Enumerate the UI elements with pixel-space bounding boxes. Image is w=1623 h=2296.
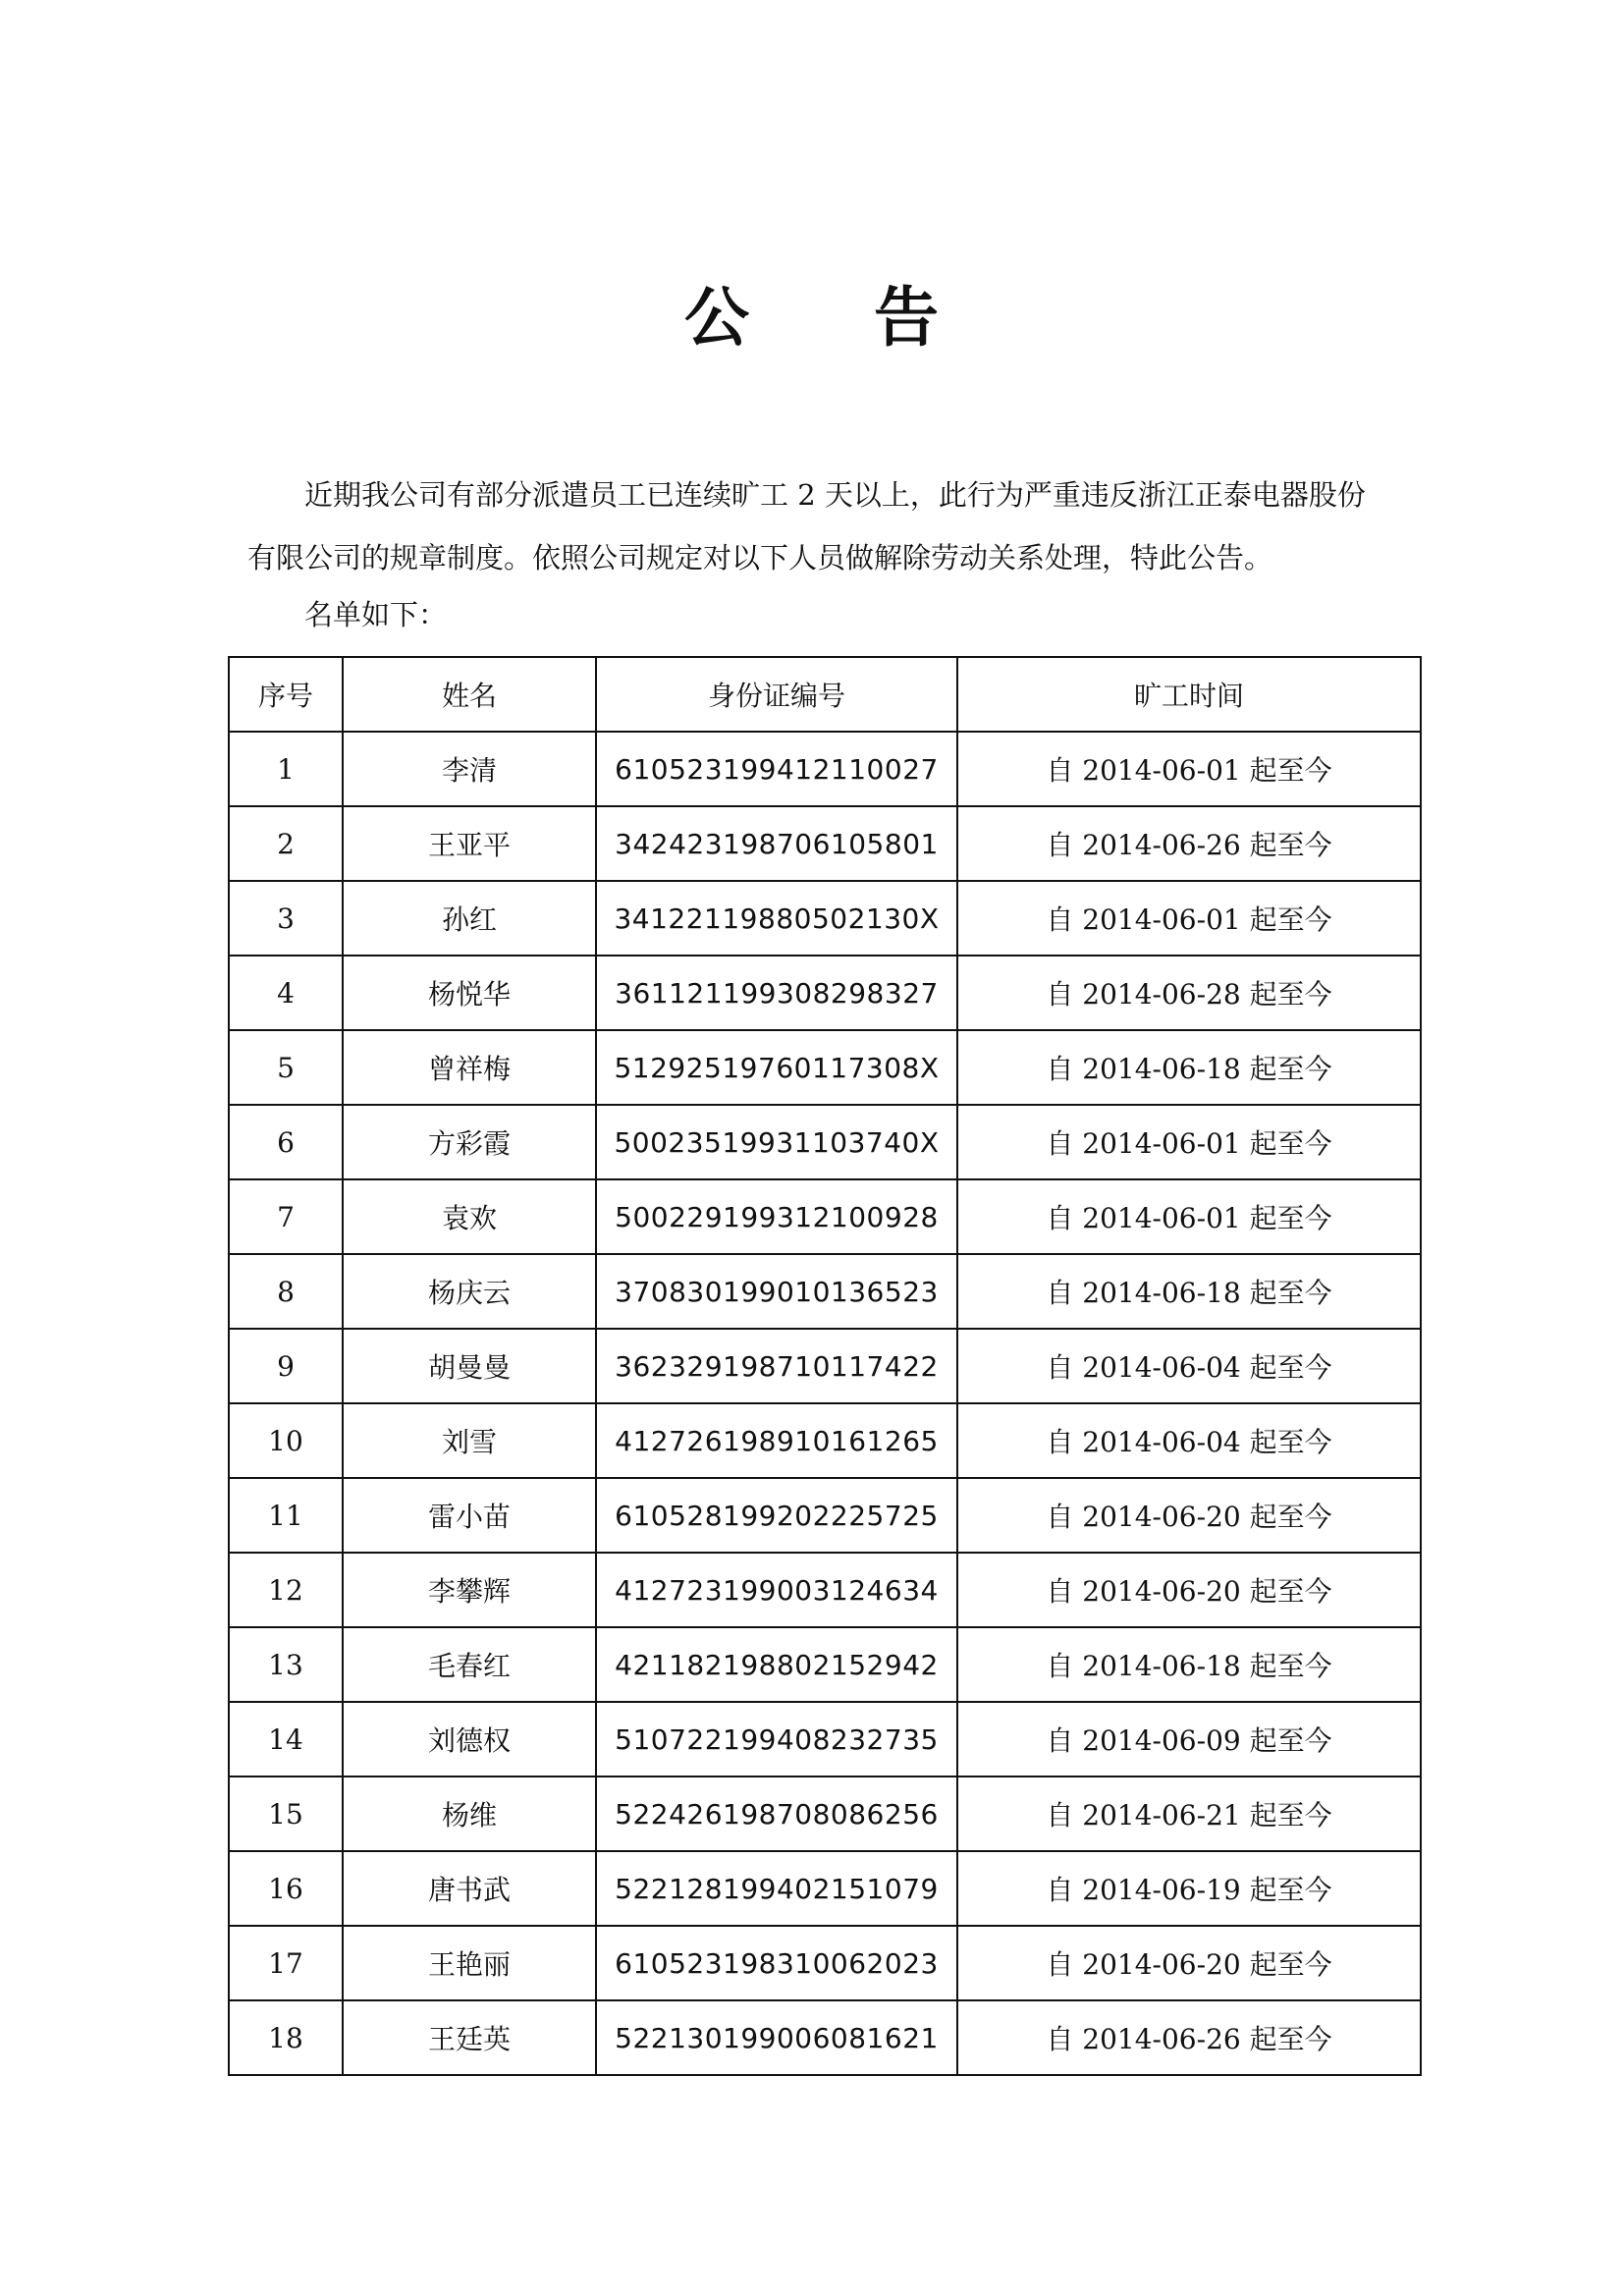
cell-index: 11 — [229, 1478, 343, 1553]
table-row — [229, 1478, 1421, 1553]
cell-name: 胡曼曼 — [343, 1329, 596, 1403]
table-row — [229, 956, 1421, 1030]
cell-name: 唐书武 — [343, 1851, 596, 1926]
cell-absence-time: 自 2014-06-09 起至今 — [957, 1702, 1421, 1777]
cell-name: 杨维 — [343, 1777, 596, 1851]
table-row — [229, 1777, 1421, 1851]
cell-id-number: 522426198708086256 — [596, 1777, 957, 1851]
table-row — [229, 1553, 1421, 1627]
cell-id-number: 610523199412110027 — [596, 732, 957, 806]
cell-name: 孙红 — [343, 881, 596, 956]
cell-id-number: 522128199402151079 — [596, 1851, 957, 1926]
cell-absence-time: 自 2014-06-28 起至今 — [957, 956, 1421, 1030]
dismissal-table — [228, 656, 1422, 2076]
notice-paragraph: 近期我公司有部分派遣员工已连续旷工 2 天以上，此行为严重违反浙江正泰电器股份有限公司的规章制度。依照公司规定对以下人员做解除劳动关系处理，特此公告。 — [247, 478, 1366, 574]
cell-id-number: 370830199010136523 — [596, 1254, 957, 1329]
cell-absence-time: 自 2014-06-20 起至今 — [957, 1478, 1421, 1553]
cell-name: 刘雪 — [343, 1403, 596, 1478]
cell-name: 李清 — [343, 732, 596, 806]
cell-id-number: 51292519760117308X — [596, 1030, 957, 1105]
cell-index: 3 — [229, 881, 343, 956]
cell-name: 杨悦华 — [343, 956, 596, 1030]
header-index: 序号 — [229, 657, 343, 732]
cell-absence-time: 自 2014-06-26 起至今 — [957, 806, 1421, 881]
cell-absence-time: 自 2014-06-04 起至今 — [957, 1403, 1421, 1478]
cell-id-number: 510722199408232735 — [596, 1702, 957, 1777]
cell-absence-time: 自 2014-06-18 起至今 — [957, 1030, 1421, 1105]
cell-name: 雷小苗 — [343, 1478, 596, 1553]
cell-absence-time: 自 2014-06-01 起至今 — [957, 1105, 1421, 1179]
table-row — [229, 1254, 1421, 1329]
cell-absence-time: 自 2014-06-01 起至今 — [957, 732, 1421, 806]
table-header-row — [229, 657, 1421, 732]
cell-name: 方彩霞 — [343, 1105, 596, 1179]
cell-name: 李攀辉 — [343, 1553, 596, 1627]
cell-index: 1 — [229, 732, 343, 806]
table-row — [229, 1926, 1421, 2000]
cell-id-number: 50023519931103740X — [596, 1105, 957, 1179]
cell-index: 18 — [229, 2000, 343, 2075]
cell-name: 袁欢 — [343, 1179, 596, 1254]
cell-index: 9 — [229, 1329, 343, 1403]
cell-index: 13 — [229, 1627, 343, 1702]
page-title: 公 告 — [684, 280, 990, 355]
table-row — [229, 806, 1421, 881]
cell-id-number: 421182198802152942 — [596, 1627, 957, 1702]
table-row — [229, 2000, 1421, 2075]
cell-absence-time: 自 2014-06-18 起至今 — [957, 1627, 1421, 1702]
cell-index: 4 — [229, 956, 343, 1030]
header-name: 姓名 — [343, 657, 596, 732]
cell-id-number: 342423198706105801 — [596, 806, 957, 881]
table-row — [229, 1105, 1421, 1179]
table-row — [229, 1403, 1421, 1478]
cell-name: 杨庆云 — [343, 1254, 596, 1329]
cell-absence-time: 自 2014-06-21 起至今 — [957, 1777, 1421, 1851]
cell-id-number: 362329198710117422 — [596, 1329, 957, 1403]
cell-index: 16 — [229, 1851, 343, 1926]
cell-name: 毛春红 — [343, 1627, 596, 1702]
cell-index: 2 — [229, 806, 343, 881]
cell-index: 5 — [229, 1030, 343, 1105]
cell-name: 王艳丽 — [343, 1926, 596, 2000]
table-row — [229, 1851, 1421, 1926]
cell-id-number: 610528199202225725 — [596, 1478, 957, 1553]
table-body — [229, 732, 1421, 2075]
cell-index: 7 — [229, 1179, 343, 1254]
cell-id-number: 522130199006081621 — [596, 2000, 957, 2075]
cell-absence-time: 自 2014-06-01 起至今 — [957, 881, 1421, 956]
cell-name: 王亚平 — [343, 806, 596, 881]
cell-absence-time: 自 2014-06-26 起至今 — [957, 2000, 1421, 2075]
table-row — [229, 881, 1421, 956]
cell-id-number: 412726198910161265 — [596, 1403, 957, 1478]
cell-id-number: 610523198310062023 — [596, 1926, 957, 2000]
table-row — [229, 1030, 1421, 1105]
cell-index: 12 — [229, 1553, 343, 1627]
cell-absence-time: 自 2014-06-18 起至今 — [957, 1254, 1421, 1329]
cell-absence-time: 自 2014-06-01 起至今 — [957, 1179, 1421, 1254]
list-label: 名单如下： — [304, 598, 448, 631]
cell-id-number: 500229199312100928 — [596, 1179, 957, 1254]
cell-name: 王廷英 — [343, 2000, 596, 2075]
cell-index: 14 — [229, 1702, 343, 1777]
table-row — [229, 1329, 1421, 1403]
cell-name: 刘德权 — [343, 1702, 596, 1777]
cell-id-number: 34122119880502130X — [596, 881, 957, 956]
cell-id-number: 412723199003124634 — [596, 1553, 957, 1627]
cell-index: 8 — [229, 1254, 343, 1329]
cell-absence-time: 自 2014-06-04 起至今 — [957, 1329, 1421, 1403]
cell-index: 15 — [229, 1777, 343, 1851]
cell-absence-time: 自 2014-06-19 起至今 — [957, 1851, 1421, 1926]
table-row — [229, 1627, 1421, 1702]
cell-index: 6 — [229, 1105, 343, 1179]
cell-absence-time: 自 2014-06-20 起至今 — [957, 1926, 1421, 2000]
cell-name: 曾祥梅 — [343, 1030, 596, 1105]
cell-id-number: 361121199308298327 — [596, 956, 957, 1030]
cell-index: 17 — [229, 1926, 343, 2000]
table-row — [229, 1702, 1421, 1777]
table-row — [229, 732, 1421, 806]
cell-absence-time: 自 2014-06-20 起至今 — [957, 1553, 1421, 1627]
table-row — [229, 1179, 1421, 1254]
cell-index: 10 — [229, 1403, 343, 1478]
header-id-number: 身份证编号 — [596, 657, 957, 732]
header-absence-time: 旷工时间 — [957, 657, 1421, 732]
